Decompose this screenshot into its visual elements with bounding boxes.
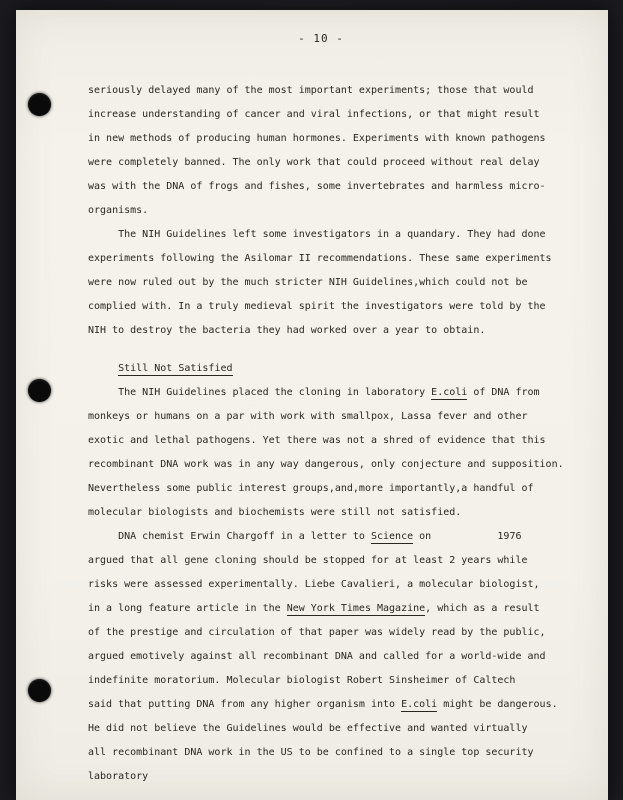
hole-punch bbox=[28, 379, 51, 402]
text-segment: The NIH Guidelines left some investigators in a quandary. They had done bbox=[88, 229, 546, 240]
text-line bbox=[88, 717, 568, 741]
text-segment: in a long feature article in the bbox=[88, 603, 287, 614]
text-segment: The NIH Guidelines placed the cloning in laboratory bbox=[88, 387, 432, 398]
text-segment: laboratory bbox=[88, 771, 149, 782]
hole-punch bbox=[28, 679, 51, 702]
text-line bbox=[88, 405, 568, 429]
text-line bbox=[88, 453, 568, 477]
text-segment: risks were assessed experimentally. Liebe Cavalieri, a molecular biologist, bbox=[88, 579, 540, 590]
text-line bbox=[88, 223, 568, 247]
text-segment: were completely banned. The only work that could proceed without real delay bbox=[88, 157, 540, 168]
text-segment bbox=[88, 363, 118, 374]
text-segment: argued emotively against all recombinant DNA and called for a world-wide and bbox=[88, 651, 546, 662]
document-page bbox=[16, 10, 608, 800]
text-segment: increase understanding of cancer and viral infections, or that might result bbox=[88, 109, 540, 120]
text-segment: DNA chemist Erwin Chargoff in a letter to bbox=[88, 531, 371, 542]
text-segment: were now ruled out by the much stricter NIH Guidelines,which could not be bbox=[88, 277, 528, 288]
text-line bbox=[88, 271, 568, 295]
text-line bbox=[88, 381, 568, 405]
underlined-text: E.coli bbox=[431, 387, 468, 398]
text-segment: all recombinant DNA work in the US to be confined to a single top security bbox=[88, 747, 534, 758]
text-line bbox=[88, 645, 568, 669]
text-line bbox=[88, 549, 568, 573]
text-segment: , which as a result bbox=[425, 603, 540, 614]
text-line bbox=[88, 597, 568, 621]
text-line bbox=[88, 669, 568, 693]
text-line bbox=[88, 621, 568, 645]
text-segment: of DNA from bbox=[467, 387, 540, 398]
paragraph bbox=[88, 223, 568, 343]
underlined-text: E.coli bbox=[401, 699, 438, 710]
text-line bbox=[88, 175, 568, 199]
text-line bbox=[88, 573, 568, 597]
text-segment: experiments following the Asilomar II recommendations. These same experiments bbox=[88, 253, 552, 264]
text-line bbox=[88, 525, 568, 549]
text-segment: complied with. In a truly medieval spirit the investigators were told by the bbox=[88, 301, 546, 312]
text-segment: Nevertheless some public interest groups,and,more importantly,a handful of bbox=[88, 483, 534, 494]
text-line bbox=[88, 247, 568, 271]
text-segment: indefinite moratorium. Molecular biologist Robert Sinsheimer of Caltech bbox=[88, 675, 516, 686]
text-line bbox=[88, 79, 568, 103]
paragraph bbox=[88, 525, 568, 789]
text-segment: NIH to destroy the bacteria they had worked over a year to obtain. bbox=[88, 325, 486, 336]
text-line bbox=[88, 765, 568, 789]
page-number: - 10 - bbox=[298, 32, 344, 45]
underlined-text: Still Not Satisfied bbox=[118, 363, 233, 374]
underlined-text: New York Times Magazine bbox=[286, 603, 426, 614]
text-segment: He did not believe the Guidelines would be effective and wanted virtually bbox=[88, 723, 528, 734]
text-line bbox=[88, 357, 568, 381]
document-body bbox=[88, 79, 568, 789]
text-line bbox=[88, 429, 568, 453]
text-segment: of the prestige and circulation of that paper was widely read by the public, bbox=[88, 627, 546, 638]
text-segment: recombinant DNA work was in any way dangerous, only conjecture and supposition. bbox=[88, 459, 564, 470]
hole-punch bbox=[28, 93, 51, 116]
text-segment: said that putting DNA from any higher organism into bbox=[88, 699, 402, 710]
text-segment: monkeys or humans on a par with work with smallpox, Lassa fever and other bbox=[88, 411, 528, 422]
text-line bbox=[88, 693, 568, 717]
text-segment: seriously delayed many of the most important experiments; those that would bbox=[88, 85, 534, 96]
text-segment: might be dangerous. bbox=[437, 699, 558, 710]
text-line bbox=[88, 477, 568, 501]
text-line bbox=[88, 501, 568, 525]
text-segment: exotic and lethal pathogens. Yet there was not a shred of evidence that this bbox=[88, 435, 546, 446]
text-segment: in new methods of producing human hormones. Experiments with known pathogens bbox=[88, 133, 546, 144]
text-line bbox=[88, 319, 568, 343]
text-segment: molecular biologists and biochemists were still not satisfied. bbox=[88, 507, 462, 518]
paragraph bbox=[88, 79, 568, 223]
text-line bbox=[88, 295, 568, 319]
text-line bbox=[88, 199, 568, 223]
text-line bbox=[88, 127, 568, 151]
section-heading bbox=[88, 357, 568, 381]
text-line bbox=[88, 151, 568, 175]
text-segment: was with the DNA of frogs and fishes, some invertebrates and harmless micro- bbox=[88, 181, 546, 192]
paragraph bbox=[88, 381, 568, 525]
text-segment: organisms. bbox=[88, 205, 149, 216]
text-segment: on 1976 bbox=[413, 531, 522, 542]
text-line bbox=[88, 103, 568, 127]
text-segment: argued that all gene cloning should be stopped for at least 2 years while bbox=[88, 555, 528, 566]
text-line bbox=[88, 741, 568, 765]
underlined-text: Science bbox=[370, 531, 414, 542]
